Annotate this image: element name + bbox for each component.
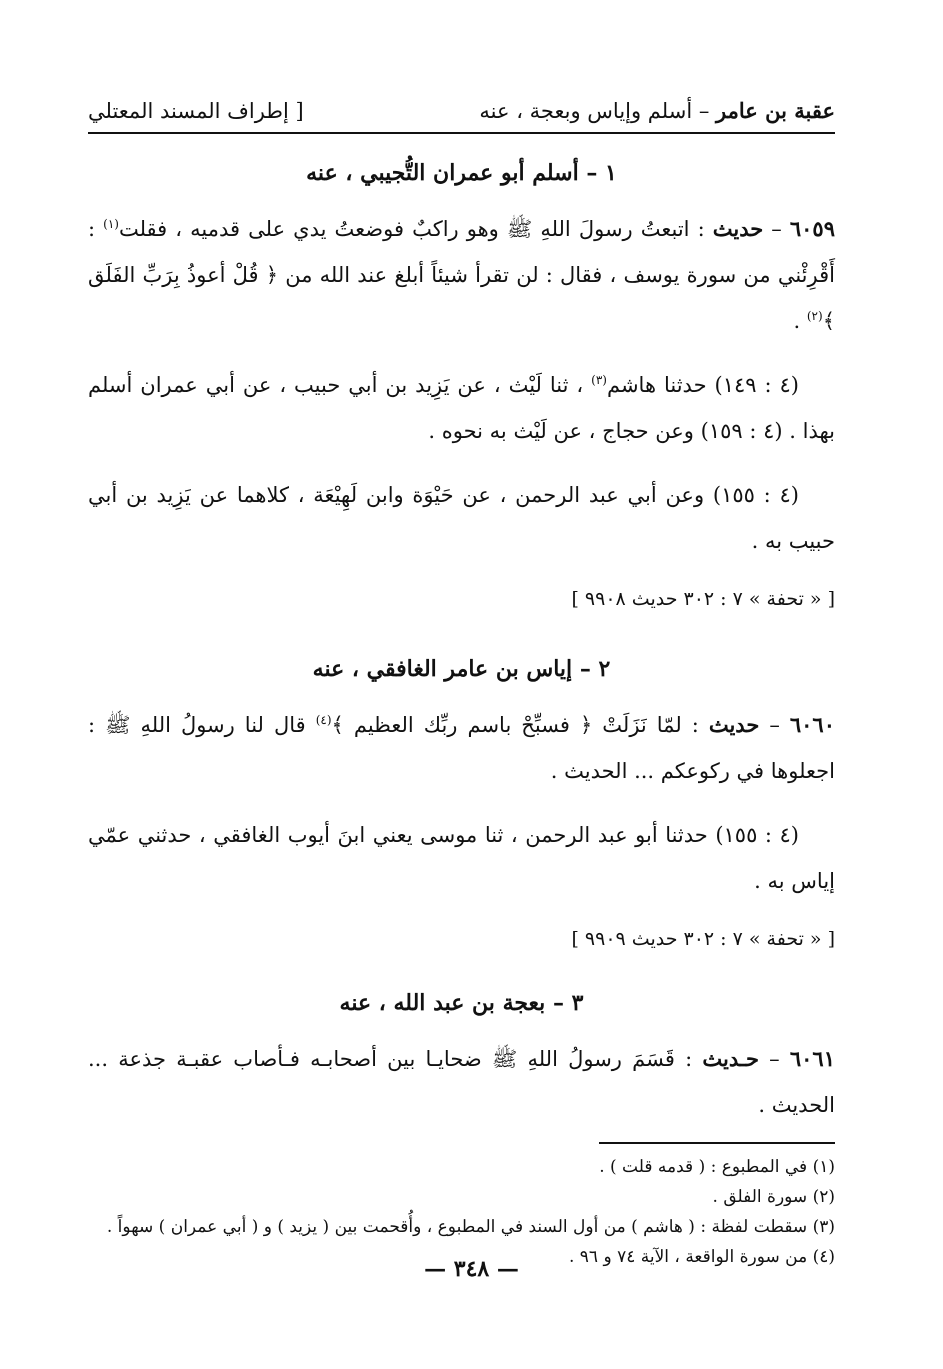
hadith-text: : اتبعتُ رسولَ اللهِ ﷺ وهو راكبٌ فوضعتُ يدي على قدميه ، فقلت: [118, 217, 713, 241]
hadith-number: ٦٠٥٩: [789, 216, 835, 241]
hadith-number: ٦٠٦١: [789, 1046, 835, 1071]
section-heading-3: ٣ – بعجة بن عبد الله ، عنه: [339, 990, 584, 1016]
hadith-6059: ٦٠٥٩ – حديث : اتبعتُ رسولَ اللهِ ﷺ وهو راكبٌ فوضعتُ يدي على قدميه ، فقلت$^{(١)}$ : أَقْرِئْني من سورة يوسف ، فقال : لن تقرأ شيئاً أبلغ عند الله من ﴿ قُلْ أعوذُ بِرَبِّ الفَلَق ﴾$^{(٢)}$ .: [88, 216, 835, 333]
isnad-text-cont: ، ثنا لَيْث ، عن يَزِيد بن أبي حبيب ، عن أبي عمران أسلم بهذا . (٤ : ١٥٩) وعن حجاج ، عن لَيْث به نحوه .: [88, 373, 835, 443]
isnad-text: (٤ : ١٤٩) حدثنا هاشم: [606, 373, 799, 397]
hadith-6060: ٦٠٦٠ – حديث : لمّا نَزَلَتْ ﴿ فسبِّحْ باسم ربِّك العظيم ﴾$^{(٤)}$ قال لنا رسولُ اللهِ ﷺ : اجعلوها في ركوعكم ... الحديث .: [88, 712, 835, 783]
running-header: [88, 96, 835, 134]
hadith-keyword: حـديث: [702, 1046, 759, 1071]
footnotes: [88, 1152, 835, 1272]
hadith-keyword: حديث: [712, 216, 764, 241]
hadith-keyword: حديث: [708, 712, 760, 737]
header-chapter-bold: عقبة بن عامر: [716, 98, 835, 123]
page-number: — ٣٤٨ —: [424, 1256, 519, 1282]
header-book-title: [ إطراف المسند المعتلي: [88, 99, 304, 123]
footnote-4: (٤) من سورة الواقعة ، الآية ٧٤ و ٩٦ .: [568, 1247, 835, 1267]
hadith-text-cont: قال لنا رسولُ اللهِ ﷺ : اجعلوها في ركوعكم ... الحديث .: [88, 713, 835, 783]
tuhfa-reference: [ « تحفة » ٧ : ٣٠٢ حديث ٩٩٠٨ ]: [571, 588, 835, 610]
hadith-text-end: .: [793, 309, 807, 333]
footnote-2: (٢) سورة الفلق .: [712, 1187, 835, 1207]
header-chapter: [479, 96, 835, 126]
footnote-marker: (٣): [591, 373, 607, 387]
hadith-text: : قَسَمَ رسولُ اللهِ ﷺ ضحايـا بين أصحابـه فـأصاب عقبـة جذعة ... الحديث .: [88, 1047, 835, 1117]
isnad-chain: [88, 362, 835, 454]
footnote-marker: (٤): [315, 713, 332, 727]
footnote-marker: (٢): [806, 309, 823, 323]
section-heading-2: ٢ – إياس بن عامر الغافقي ، عنه: [312, 656, 611, 682]
footnote-marker: (١): [103, 217, 119, 231]
hadith-number: ٦٠٦٠: [789, 712, 835, 737]
footnote-3: (٣) سقطت لفظة : ( هاشم ) من أول السند في المطبوع ، وأُقحمت بين ( يزيد ) و ( أبي عمران ) سهواً .: [106, 1217, 835, 1237]
header-chapter-rest: – أسلم وإياس وبعجة ، عنه: [479, 99, 717, 123]
footnote-1: (١) في المطبوع : ( قدمه قلت ) .: [599, 1157, 835, 1177]
hadith-text-cont: : أَقْرِئْني من سورة يوسف ، فقال : لن تقرأ شيئاً أبلغ عند الله من ﴿ قُلْ أعوذُ بِرَبِّ الفَلَق ﴾: [88, 217, 835, 333]
isnad-chain: (٤ : ١٥٥) وعن أبي عبد الرحمن ، عن حَيْوَة وابن لَهِيْعَة ، كلاهما عن يَزِيد بن أبي حبيب به .: [88, 483, 835, 553]
section-heading-1: ١ – أسلم أبو عمران التُّجيبي ، عنه: [306, 160, 617, 186]
footnote-separator: [599, 1142, 835, 1144]
hadith-text: : لمّا نَزَلَتْ ﴿ فسبِّحْ باسم ربِّك العظيم ﴾: [331, 713, 709, 737]
hadith-6061: ٦٠٦١ – حـديث : قَسَمَ رسولُ اللهِ ﷺ ضحايـا بين أصحابـه فـأصاب عقبـة جذعة ... الحديث .: [88, 1046, 835, 1117]
page: [88, 96, 835, 1272]
isnad-chain: (٤ : ١٥٥) حدثنا أبو عبد الرحمن ، ثنا موسى يعني ابنَ أيوب الغافقي ، حدثني عمّي إياس به .: [88, 823, 835, 893]
tuhfa-reference: [ « تحفة » ٧ : ٣٠٢ حديث ٩٩٠٩ ]: [571, 928, 835, 950]
